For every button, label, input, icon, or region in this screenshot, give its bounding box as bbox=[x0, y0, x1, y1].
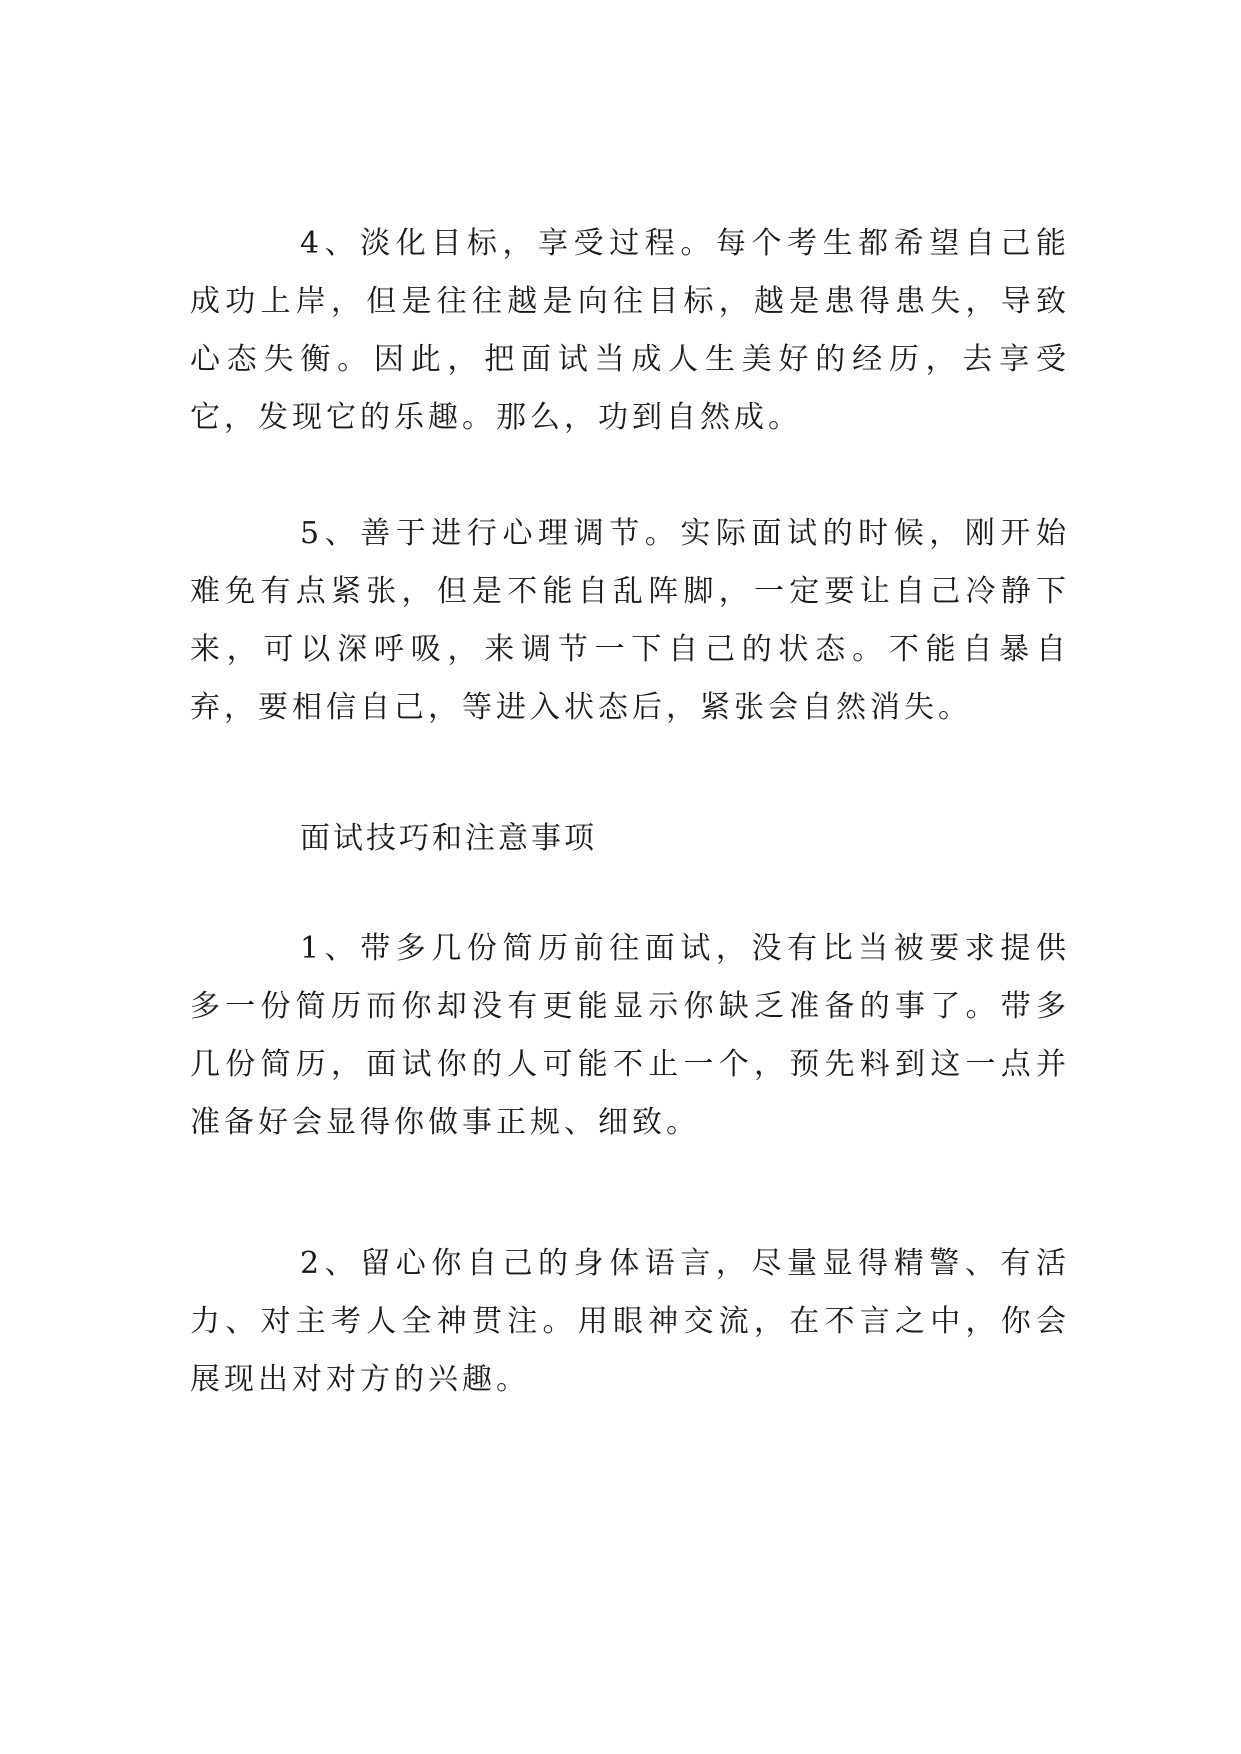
section-heading: 面试技巧和注意事项 bbox=[300, 821, 597, 856]
paragraph-skill-2: 2、留心你自己的身体语言，尽量显得精警、有活力、对主考人全神贯注。用眼神交流，在不言之中，你会展现出对对方的兴趣。 bbox=[190, 1246, 1070, 1397]
paragraph-skill-1: 1、带多几份简历前往面试，没有比当被要求提供多一份简历而你却没有更能显示你缺乏准备的事了。带多几份简历，面试你的人可能不止一个，预先料到这一点并准备好会显得你做事正规、细致。 bbox=[190, 931, 1070, 1140]
paragraph-tip-4: 4、淡化目标，享受过程。每个考生都希望自己能成功上岸，但是往往越是向往目标，越是患得患失，导致心态失衡。因此，把面试当成人生美好的经历，去享受它，发现它的乐趣。那么，功到自然成。 bbox=[190, 226, 1070, 435]
paragraph-tip-5: 5、善于进行心理调节。实际面试的时候，刚开始难免有点紧张，但是不能自乱阵脚，一定要让自己冷静下来，可以深呼吸，来调节一下自己的状态。不能自暴自弃，要相信自己，等进入状态后，紧张会自然消失。 bbox=[190, 516, 1070, 725]
